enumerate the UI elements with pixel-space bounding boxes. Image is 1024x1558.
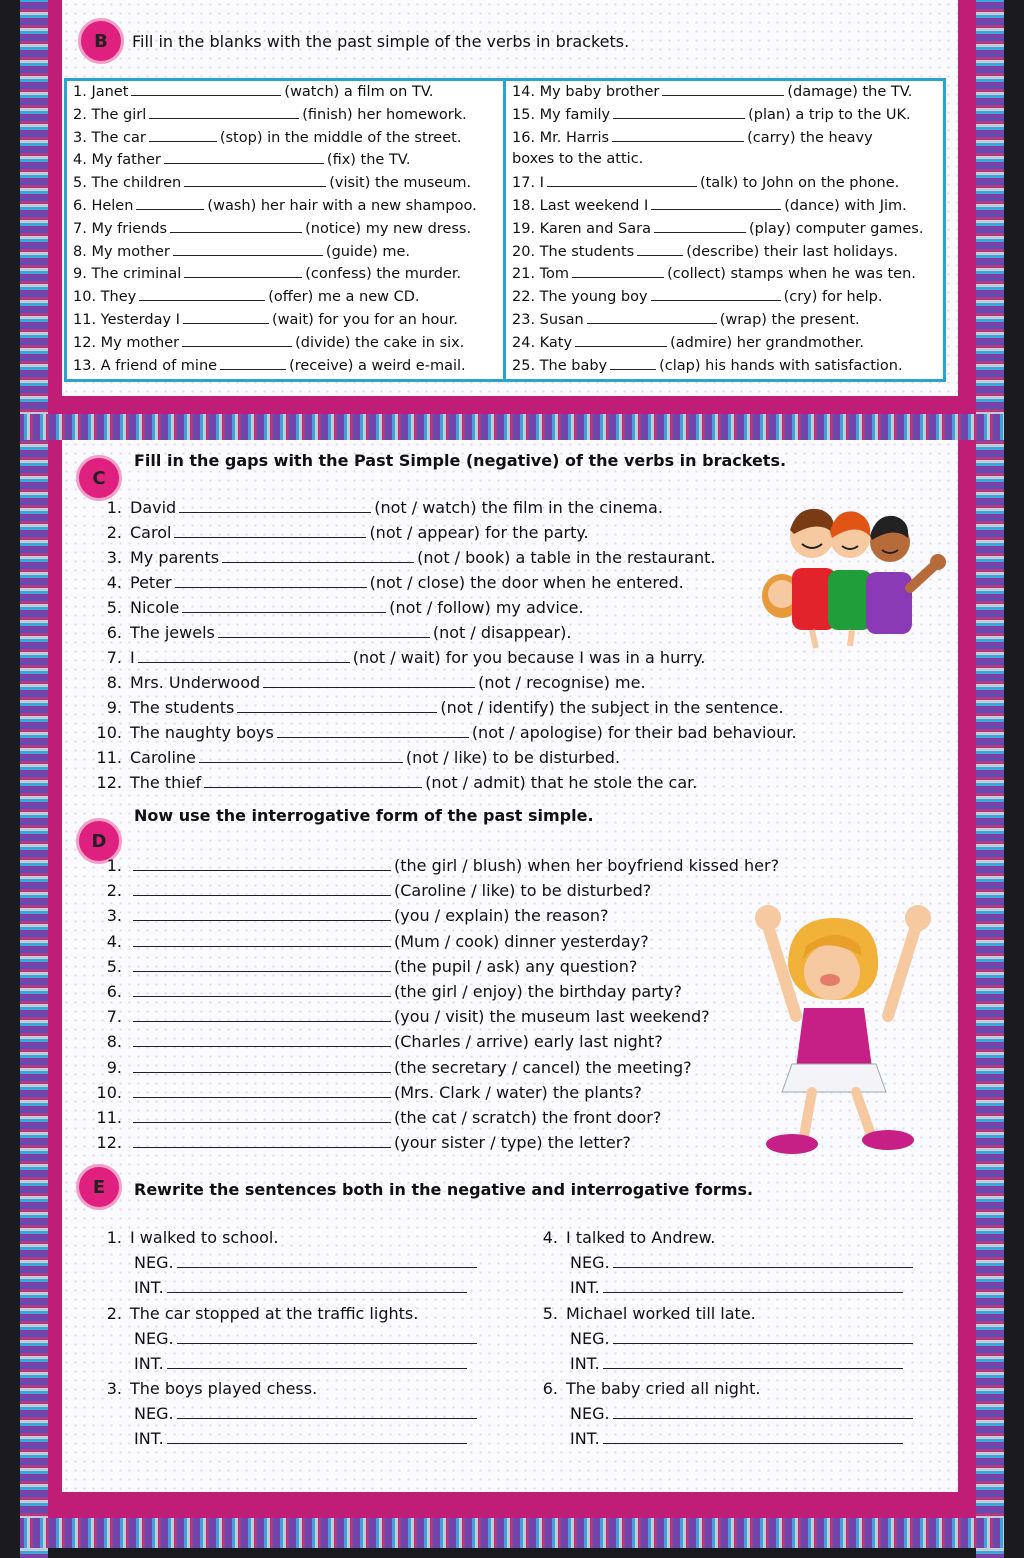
answer-blank[interactable]	[133, 959, 391, 972]
answer-blank[interactable]	[133, 908, 391, 921]
item-subject: 25. The baby	[512, 357, 608, 374]
int-line	[570, 1429, 906, 1448]
item-verb-hint: (your sister / type) the letter?	[394, 1133, 631, 1153]
answer-blank[interactable]	[177, 1406, 477, 1419]
sentence-text: I talked to Andrew.	[566, 1228, 716, 1247]
exercise-b-item	[512, 265, 916, 282]
answer-blank[interactable]	[174, 525, 366, 538]
answer-blank[interactable]	[651, 197, 781, 210]
item-number: 1.	[106, 1228, 122, 1247]
answer-blank[interactable]	[662, 83, 784, 96]
item-subject: The naughty boys	[130, 723, 274, 742]
answer-blank[interactable]	[651, 288, 781, 301]
section-b-box	[64, 78, 946, 382]
answer-blank[interactable]	[177, 1255, 477, 1268]
answer-blank[interactable]	[167, 1356, 467, 1369]
item-number: 12.	[96, 773, 122, 792]
item-verb-hint: (collect) stamps when he was ten.	[667, 266, 916, 283]
item-subject: 23. Susan	[512, 312, 584, 328]
answer-blank[interactable]	[547, 174, 697, 187]
item-verb-hint: (describe) their last holidays.	[686, 243, 899, 260]
item-verb-hint: (not / apologise) for their bad behaviour.	[471, 723, 797, 742]
item-verb-hint: (guide) me.	[325, 243, 411, 260]
item-verb-hint: (you / explain) the reason?	[394, 906, 609, 926]
item-subject: The students	[130, 698, 235, 717]
exercise-b-item	[512, 357, 903, 374]
item-number: 1.	[106, 856, 122, 875]
form-label: NEG.	[134, 1328, 174, 1348]
exercise-b-item	[73, 197, 477, 214]
item-verb-hint: (wrap) the present.	[719, 312, 860, 328]
item-verb-hint: (plan) a trip to the UK.	[748, 106, 911, 123]
item-number: 10.	[96, 1082, 122, 1102]
form-label: INT.	[570, 1353, 600, 1373]
item-number: 2.	[106, 1303, 122, 1323]
exercise-b-item	[73, 129, 461, 146]
sentence-text: The boys played chess.	[130, 1379, 318, 1398]
item-number: 12.	[96, 1133, 122, 1153]
answer-blank[interactable]	[133, 1135, 391, 1148]
item-verb-hint: (not / watch) the film in the cinema.	[374, 498, 663, 517]
exercise-d-item	[94, 1133, 631, 1152]
item-number: 3.	[106, 1379, 122, 1398]
answer-blank[interactable]	[170, 220, 302, 233]
item-subject: 17. I	[512, 175, 544, 192]
answer-blank[interactable]	[133, 1110, 391, 1123]
item-verb-hint: (you / visit) the museum last weekend?	[394, 1007, 710, 1027]
item-verb-hint: (not / identify) the subject in the sentence.	[440, 698, 784, 717]
section-d-title: Now use the interrogative form of the past simple.	[134, 806, 594, 825]
item-verb-hint: (not / admit) that he stole the car.	[425, 773, 698, 792]
exercise-e-sentence	[94, 1228, 278, 1247]
answer-blank[interactable]	[175, 575, 367, 588]
middle-stripe-band	[20, 414, 1004, 440]
item-subject: David	[130, 498, 177, 517]
item-number: 11.	[96, 748, 122, 767]
item-subject: The thief	[130, 773, 202, 792]
item-subject: 9. The criminal	[73, 266, 182, 283]
item-number: 4.	[542, 1228, 558, 1247]
form-label: NEG.	[570, 1404, 610, 1423]
exercise-d-item	[94, 932, 649, 951]
answer-blank[interactable]	[263, 675, 475, 688]
item-number: 6.	[106, 982, 122, 1001]
answer-blank[interactable]	[654, 220, 746, 233]
answer-blank[interactable]	[136, 197, 204, 210]
item-verb-hint: (not / wait) for you because I was in a hurry.	[352, 648, 706, 667]
item-number: 1.	[106, 498, 122, 517]
item-verb-hint: (not / follow) my advice.	[389, 598, 584, 617]
answer-blank[interactable]	[575, 334, 667, 347]
answer-blank[interactable]	[637, 243, 683, 256]
section-e-title: Rewrite the sentences both in the negative and interrogative forms.	[134, 1180, 754, 1199]
answer-blank[interactable]	[164, 151, 324, 164]
exercise-c-item	[94, 723, 797, 742]
answer-blank[interactable]	[222, 550, 414, 563]
exercise-c-item	[94, 698, 784, 717]
item-verb-hint: (not / appear) for the party.	[369, 523, 589, 542]
answer-blank[interactable]	[184, 265, 302, 278]
answer-blank[interactable]	[204, 775, 422, 788]
item-subject: Peter	[130, 573, 172, 592]
exercise-b-item	[512, 106, 911, 123]
item-subject: My parents	[130, 548, 220, 567]
exercise-b-item	[73, 243, 410, 260]
exercise-b-item	[512, 243, 898, 260]
answer-blank[interactable]	[218, 625, 430, 638]
answer-blank[interactable]	[613, 106, 745, 119]
item-number: 7.	[106, 1007, 122, 1027]
form-label: INT.	[134, 1429, 164, 1448]
item-number: 8.	[106, 1032, 122, 1052]
item-subject: 11. Yesterday I	[73, 312, 180, 328]
exercise-d-item	[94, 1032, 663, 1051]
item-subject: boxes to the attic.	[512, 151, 644, 168]
item-verb-hint: (not / recognise) me.	[478, 673, 646, 692]
answer-blank[interactable]	[612, 129, 744, 142]
item-verb-hint: (play) computer games.	[749, 220, 924, 237]
sentence-text: Michael worked till late.	[566, 1303, 756, 1323]
item-number: 3.	[106, 548, 122, 567]
item-verb-hint: (the girl / enjoy) the birthday party?	[394, 982, 683, 1001]
exercise-b-item	[73, 265, 461, 282]
exercise-d-item	[94, 1007, 710, 1026]
item-number: 6.	[542, 1379, 558, 1398]
item-verb-hint: (finish) her homework.	[302, 106, 467, 123]
form-label: INT.	[570, 1278, 600, 1297]
item-number: 9.	[106, 698, 122, 717]
answer-blank[interactable]	[613, 1255, 913, 1268]
int-line	[134, 1278, 470, 1297]
item-verb-hint: (carry) the heavy	[747, 129, 873, 146]
exercise-d-item	[94, 1108, 661, 1127]
item-verb-hint: (confess) the murder.	[305, 266, 462, 283]
exercise-c-item	[94, 648, 705, 667]
exercise-b-item	[73, 334, 464, 351]
exercise-b-item	[512, 311, 860, 328]
item-number: 4.	[106, 573, 122, 592]
form-label: NEG.	[570, 1328, 610, 1348]
exercise-b-item	[73, 106, 467, 123]
section-b-title: Fill in the blanks with the past simple of the verbs in brackets.	[132, 32, 630, 51]
exercise-b-item	[512, 151, 643, 167]
exercise-d-item	[94, 957, 637, 976]
item-subject: 19. Karen and Sara	[512, 220, 651, 237]
exercise-e-sentence	[530, 1228, 715, 1247]
exercise-b-item	[73, 174, 471, 191]
exercise-b-item	[73, 151, 410, 168]
exercise-e-sentence	[94, 1379, 317, 1398]
exercise-c-item	[94, 498, 663, 517]
item-verb-hint: (not / close) the door when he entered.	[369, 573, 684, 592]
form-label: INT.	[134, 1353, 164, 1373]
item-subject: 3. The car	[73, 129, 146, 146]
section-c-badge: C	[76, 455, 122, 501]
answer-blank[interactable]	[133, 1034, 391, 1047]
item-number: 5.	[106, 598, 122, 617]
item-subject: Caroline	[130, 748, 196, 767]
answer-blank[interactable]	[572, 265, 664, 278]
item-subject: Mrs. Underwood	[130, 673, 261, 692]
item-verb-hint: (stop) in the middle of the street.	[219, 129, 462, 146]
exercise-b-item	[73, 311, 458, 328]
section-b-left-column	[67, 81, 503, 379]
item-subject: 6. Helen	[73, 198, 134, 214]
answer-blank[interactable]	[184, 174, 326, 187]
item-number: 9.	[106, 1057, 122, 1077]
sentence-text: I walked to school.	[130, 1228, 279, 1247]
answer-blank[interactable]	[133, 1060, 391, 1073]
item-verb-hint: (clap) his hands with satisfaction.	[659, 357, 903, 374]
form-label: NEG.	[134, 1404, 174, 1423]
answer-blank[interactable]	[182, 334, 292, 347]
item-verb-hint: (cry) for help.	[783, 289, 883, 306]
answer-blank[interactable]	[177, 1331, 477, 1344]
answer-blank[interactable]	[182, 600, 386, 613]
exercise-b-item	[512, 334, 864, 351]
item-verb-hint: (dance) with Jim.	[784, 198, 907, 214]
exercise-d-item	[94, 1083, 642, 1102]
sentence-text: The baby cried all night.	[566, 1379, 761, 1398]
item-verb-hint: (Mum / cook) dinner yesterday?	[394, 931, 649, 951]
form-label: INT.	[570, 1429, 600, 1448]
answer-blank[interactable]	[610, 357, 656, 370]
item-subject: 18. Last weekend I	[512, 198, 649, 214]
exercise-c-item	[94, 748, 620, 767]
item-subject: 4. My father	[73, 152, 161, 169]
answer-blank[interactable]	[603, 1356, 903, 1369]
answer-blank[interactable]	[603, 1280, 903, 1293]
item-subject: 12. My mother	[73, 334, 180, 351]
answer-blank[interactable]	[149, 129, 217, 142]
item-subject: 1. Janet	[73, 84, 129, 100]
item-subject: 10. They	[73, 289, 137, 306]
exercise-d-item	[94, 982, 682, 1001]
item-verb-hint: (wait) for you for an hour.	[271, 312, 458, 328]
exercise-d-item	[94, 906, 609, 925]
item-verb-hint: (Charles / arrive) early last night?	[394, 1032, 663, 1052]
exercise-b-item	[512, 197, 907, 214]
item-subject: 22. The young boy	[512, 289, 648, 306]
exercise-c-item	[94, 598, 584, 617]
item-verb-hint: (offer) me a new CD.	[268, 289, 420, 306]
item-subject: 5. The children	[73, 175, 182, 192]
exercise-c-item	[94, 773, 697, 792]
item-verb-hint: (fix) the TV.	[326, 152, 411, 169]
answer-blank[interactable]	[133, 858, 391, 871]
item-verb-hint: (admire) her grandmother.	[670, 334, 864, 351]
item-number: 2.	[106, 523, 122, 542]
item-number: 3.	[106, 906, 122, 926]
exercise-b-item	[512, 83, 912, 100]
answer-blank[interactable]	[131, 83, 281, 96]
exercise-b-item	[73, 288, 420, 305]
exercise-d-item	[94, 1058, 692, 1077]
exercise-c-item	[94, 548, 716, 567]
int-line	[134, 1429, 470, 1448]
answer-blank[interactable]	[613, 1331, 913, 1344]
exercise-e-sentence	[94, 1304, 418, 1323]
answer-blank[interactable]	[133, 1009, 391, 1022]
exercise-b-item	[73, 220, 471, 237]
form-label: NEG.	[134, 1253, 174, 1272]
right-stripe-border	[976, 0, 1004, 1558]
item-number: 8.	[106, 673, 122, 692]
exercise-b-item	[512, 129, 873, 146]
item-verb-hint: (talk) to John on the phone.	[699, 175, 900, 192]
answer-blank[interactable]	[603, 1431, 903, 1444]
section-b-badge: B	[78, 18, 124, 64]
form-label: INT.	[134, 1278, 164, 1297]
answer-blank[interactable]	[167, 1280, 467, 1293]
int-line	[134, 1354, 470, 1373]
item-verb-hint: (visit) the museum.	[329, 175, 472, 192]
answer-blank[interactable]	[139, 288, 265, 301]
item-number: 6.	[106, 623, 122, 642]
item-verb-hint: (damage) the TV.	[787, 84, 913, 100]
item-number: 4.	[106, 931, 122, 951]
section-b-right-column	[503, 81, 943, 379]
item-number: 7.	[106, 648, 122, 667]
item-subject: 13. A friend of mine	[73, 357, 218, 374]
neg-line	[134, 1253, 480, 1272]
answer-blank[interactable]	[587, 311, 717, 324]
item-subject: The jewels	[130, 623, 215, 642]
section-d-badge: D	[76, 818, 122, 864]
kids-group-illustration	[752, 496, 952, 656]
answer-blank[interactable]	[133, 984, 391, 997]
exercise-d-item	[94, 881, 651, 900]
item-subject: 14. My baby brother	[512, 84, 660, 100]
answer-blank[interactable]	[183, 311, 269, 324]
item-verb-hint: (the pupil / ask) any question?	[394, 956, 638, 976]
item-subject: 20. The students	[512, 243, 635, 260]
answer-blank[interactable]	[138, 650, 350, 663]
item-verb-hint: (watch) a film on TV.	[284, 84, 434, 100]
item-subject: 16. Mr. Harris	[512, 129, 610, 146]
answer-blank[interactable]	[133, 934, 391, 947]
exercise-c-item	[94, 673, 646, 692]
exercise-c-item	[94, 523, 589, 542]
exercise-e-sentence	[530, 1379, 760, 1398]
exercise-b-item	[512, 288, 883, 305]
item-subject: 2. The girl	[73, 106, 147, 123]
item-verb-hint: (Caroline / like) to be disturbed?	[394, 881, 652, 901]
answer-blank[interactable]	[613, 1406, 913, 1419]
exercise-b-item	[73, 83, 434, 100]
item-verb-hint: (the cat / scratch) the front door?	[394, 1108, 662, 1127]
item-subject: Carol	[130, 523, 172, 542]
neg-line	[570, 1404, 916, 1423]
answer-blank[interactable]	[149, 106, 299, 119]
neg-line	[570, 1329, 916, 1348]
item-verb-hint: (the girl / blush) when her boyfriend kissed her?	[394, 856, 780, 875]
exercise-e-sentence	[530, 1304, 756, 1323]
item-verb-hint: (Mrs. Clark / water) the plants?	[394, 1082, 642, 1102]
neg-line	[134, 1404, 480, 1423]
exercise-b-item	[512, 220, 923, 237]
answer-blank[interactable]	[173, 243, 323, 256]
item-verb-hint: (not / disappear).	[432, 623, 572, 642]
item-verb-hint: (not / book) a table in the restaurant.	[417, 548, 716, 567]
item-verb-hint: (not / like) to be disturbed.	[405, 748, 621, 767]
section-c-title: Fill in the gaps with the Past Simple (negative) of the verbs in brackets.	[134, 451, 787, 470]
neg-line	[134, 1329, 480, 1348]
item-verb-hint: (divide) the cake in six.	[295, 334, 465, 351]
item-verb-hint: (wash) her hair with a new shampoo.	[207, 198, 477, 214]
bottom-stripe-band	[20, 1518, 1004, 1548]
answer-blank[interactable]	[133, 1085, 391, 1098]
form-label: NEG.	[570, 1253, 610, 1272]
item-verb-hint: (receive) a weird e-mail.	[289, 357, 466, 374]
item-number: 5.	[106, 956, 122, 976]
item-subject: I	[130, 648, 135, 667]
answer-blank[interactable]	[277, 725, 469, 738]
answer-blank[interactable]	[133, 883, 391, 896]
int-line	[570, 1354, 906, 1373]
answer-blank[interactable]	[179, 500, 371, 513]
cheering-girl-illustration	[748, 896, 944, 1166]
exercise-b-item	[512, 174, 899, 191]
item-number: 11.	[96, 1108, 122, 1127]
answer-blank[interactable]	[220, 357, 286, 370]
item-verb-hint: (the secretary / cancel) the meeting?	[394, 1057, 692, 1077]
item-subject: 15. My family	[512, 106, 611, 123]
exercise-d-item	[94, 856, 779, 875]
section-e-badge: E	[76, 1164, 122, 1210]
exercise-c-item	[94, 573, 684, 592]
item-verb-hint: (notice) my new dress.	[305, 220, 472, 237]
item-subject: Nicole	[130, 598, 180, 617]
answer-blank[interactable]	[167, 1431, 467, 1444]
sentence-text: The car stopped at the traffic lights.	[130, 1303, 419, 1323]
answer-blank[interactable]	[199, 750, 403, 763]
item-subject: 24. Katy	[512, 334, 573, 351]
answer-blank[interactable]	[237, 700, 437, 713]
item-subject: 8. My mother	[73, 243, 170, 260]
item-number: 5.	[542, 1303, 558, 1323]
int-line	[570, 1278, 906, 1297]
item-number: 2.	[106, 881, 122, 901]
left-stripe-border	[20, 0, 48, 1558]
exercise-b-item	[73, 357, 466, 374]
item-subject: 7. My friends	[73, 220, 168, 237]
item-number: 10.	[96, 723, 122, 742]
neg-line	[570, 1253, 916, 1272]
item-subject: 21. Tom	[512, 266, 570, 283]
exercise-c-item	[94, 623, 571, 642]
